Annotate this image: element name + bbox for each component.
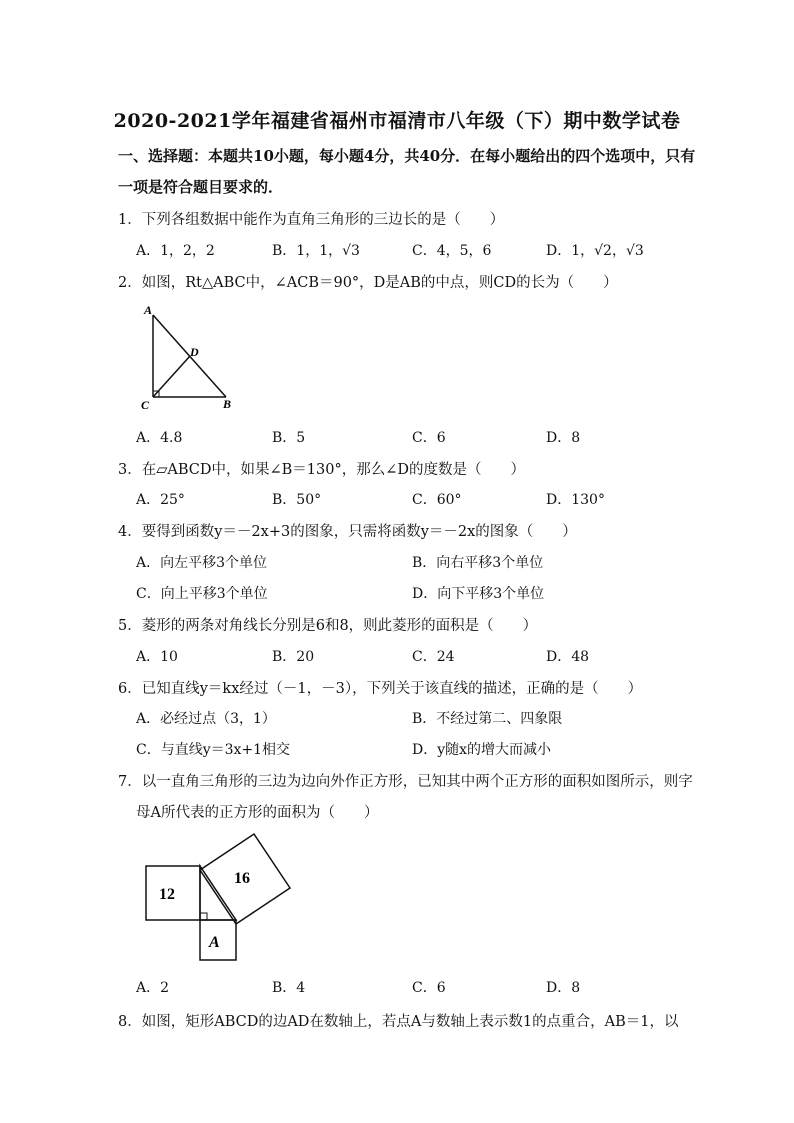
question-4-option-c: C．向上平移3个单位 [136, 586, 268, 602]
label-a: A [209, 934, 220, 951]
label-16: 16 [234, 870, 250, 887]
triangle-abc-figure [138, 300, 243, 415]
right-triangle [200, 866, 236, 920]
question-1-option-a: A．1，2，2 [136, 243, 215, 259]
right-angle-mark [200, 913, 207, 920]
section-heading-line2: 一项是符合题目要求的． [118, 178, 284, 196]
question-7-stem-line1: 7．以一直角三角形的三边为边向外作正方形，已知其中两个正方形的面积如图所示，则字 [118, 774, 693, 790]
page-title: 2020-2021学年福建省福州市福清市八年级（下）期中数学试卷 [113, 110, 681, 132]
question-3-option-d: D．130° [546, 492, 605, 508]
label-d: D [190, 345, 199, 359]
label-a: A [144, 303, 153, 317]
question-4-stem: 4．要得到函数y＝－2x+3的图象，只需将函数y＝－2x的图象（ ） [118, 524, 577, 540]
question-6-option-a: A．必经过点（3，1） [136, 711, 276, 727]
question-3-option-b: B．50° [272, 492, 322, 508]
label-12: 12 [159, 886, 175, 903]
question-6-option-c: C．与直线y＝3x+1相交 [136, 742, 291, 758]
question-1-option-c: C．4，5，6 [412, 243, 492, 259]
question-5-option-b: B．20 [272, 649, 315, 665]
question-7-option-a: A．2 [136, 980, 170, 996]
question-3-option-c: C．60° [412, 492, 462, 508]
question-2-stem: 2．如图，Rt△ABC中，∠ACB＝90°，D是AB的中点，则CD的长为（ ） [118, 275, 618, 291]
pythagorean-squares-figure [132, 832, 307, 967]
question-5-option-a: A．10 [136, 649, 178, 665]
question-4-option-b: B．向右平移3个单位 [412, 555, 544, 571]
question-4-option-d: D．向下平移3个单位 [412, 586, 545, 602]
question-3-option-a: A．25° [136, 492, 185, 508]
question-6-stem: 6．已知直线y＝kx经过（－1，－3），下列关于该直线的描述，正确的是（ ） [118, 681, 643, 697]
question-2-option-d: D．8 [546, 430, 581, 446]
section-heading-line1: 一、选择题：本题共10小题，每小题4分，共40分．在每小题给出的四个选项中，只有 [118, 147, 696, 165]
question-8-stem: 8．如图，矩形ABCD的边AD在数轴上，若点A与数轴上表示数1的点重合，AB＝1，以 [118, 1014, 679, 1030]
question-3-stem: 3．在▱ABCD中，如果∠B＝130°，那么∠D的度数是（ ） [118, 462, 525, 478]
question-1-option-b: B．1，1，√3 [272, 243, 360, 259]
question-6-option-d: D．y随x的增大而减小 [412, 742, 552, 758]
question-5-option-d: D．48 [546, 649, 590, 665]
question-5-option-c: C．24 [412, 649, 455, 665]
question-4-option-a: A．向左平移3个单位 [136, 555, 268, 571]
question-7-stem-line2: 母A所代表的正方形的面积为（ ） [136, 805, 379, 821]
question-7-option-b: B．4 [272, 980, 306, 996]
label-c: C [141, 398, 150, 412]
question-2-option-b: B．5 [272, 430, 306, 446]
question-6-option-b: B．不经过第二、四象限 [412, 711, 563, 727]
question-1-stem: 1．下列各组数据中能作为直角三角形的三边长的是（ ） [118, 212, 505, 228]
question-7-option-d: D．8 [546, 980, 581, 996]
question-2-option-a: A．4.8 [136, 430, 183, 446]
question-7-option-c: C．6 [412, 980, 446, 996]
question-1-option-d: D．1，√2，√3 [546, 243, 644, 259]
question-2-option-c: C．6 [412, 430, 446, 446]
question-5-stem: 5．菱形的两条对角线长分别是6和8，则此菱形的面积是（ ） [118, 618, 538, 634]
label-b: B [223, 397, 232, 411]
